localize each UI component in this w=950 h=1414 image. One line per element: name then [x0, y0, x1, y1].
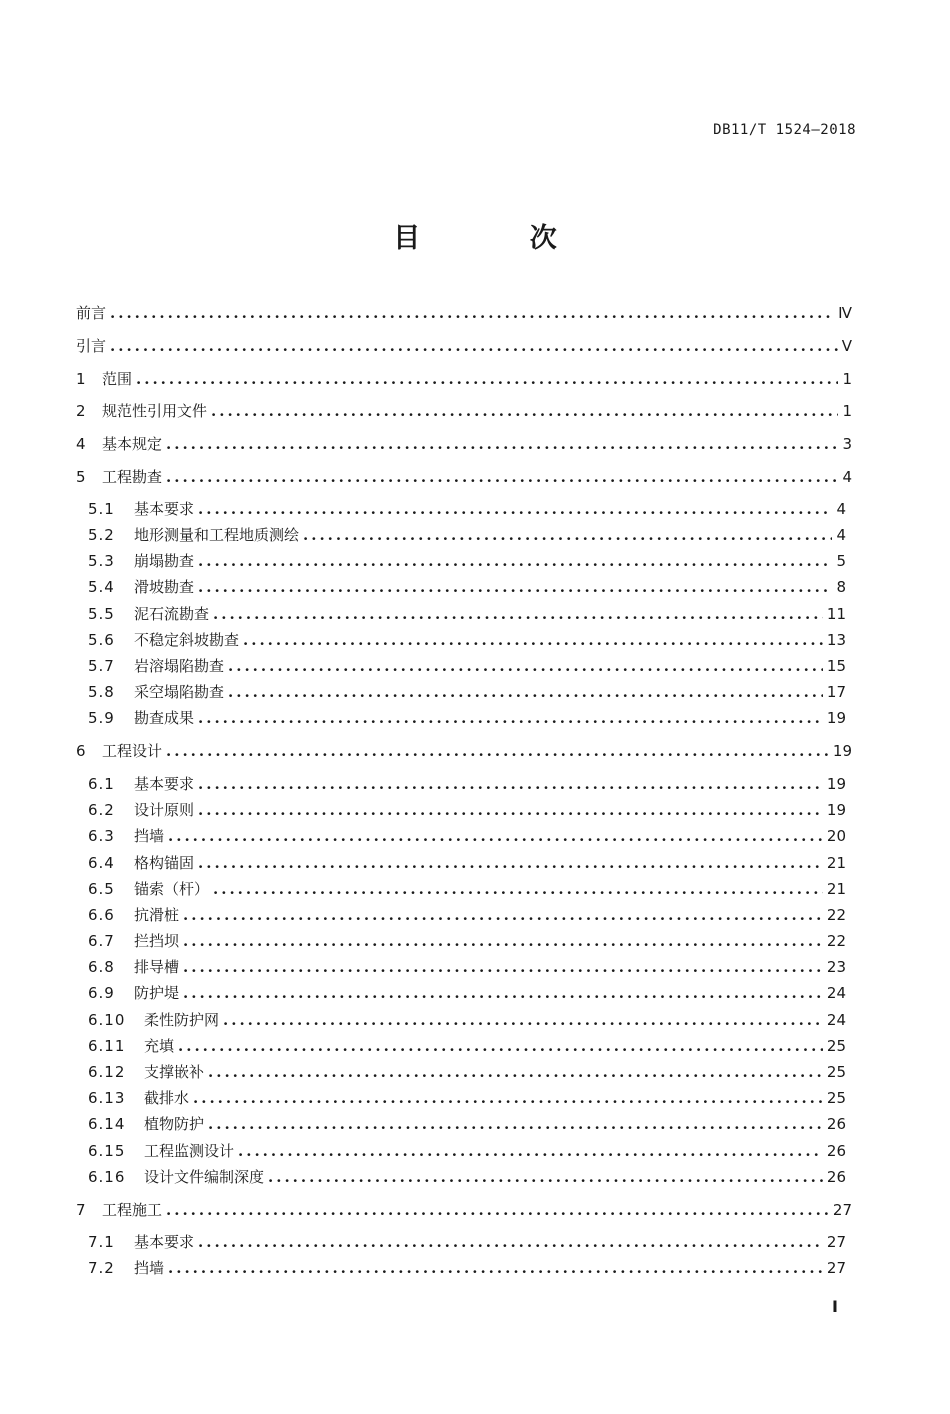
dot-leader — [136, 368, 838, 390]
toc-entry-page: 19 — [826, 801, 846, 819]
toc-entry-number: 6.2 — [88, 801, 115, 819]
dot-leader — [198, 799, 823, 821]
dot-leader — [213, 878, 823, 900]
toc-entry-section-7-1[interactable] — [88, 1231, 846, 1253]
toc-entry-page: 27 — [832, 1201, 852, 1219]
toc-entry-label: 基本要求 — [134, 500, 195, 518]
toc-entry-page: Ⅴ — [841, 337, 852, 355]
toc-entry-number: 6.7 — [88, 932, 115, 950]
toc-entry-number: 7.1 — [88, 1233, 115, 1251]
toc-entry-section-6-3[interactable] — [88, 825, 846, 847]
toc-entry-section-5-5[interactable] — [88, 603, 846, 625]
toc-entry-label: 基本规定 — [102, 435, 163, 453]
toc-entry-label: 截排水 — [144, 1089, 190, 1107]
toc-entry-number: 5.2 — [88, 526, 115, 544]
toc-entry-label: 引言 — [76, 337, 107, 355]
toc-entry-number: 5.3 — [88, 552, 115, 570]
toc-entry-label: 基本要求 — [134, 775, 195, 793]
dot-leader — [178, 1035, 823, 1057]
toc-entry-label: 勘查成果 — [134, 709, 195, 727]
toc-entry-label: 锚索（杆） — [134, 880, 210, 898]
toc-entry-number: 5.7 — [88, 657, 115, 675]
dot-leader — [166, 433, 838, 455]
toc-entry-label: 岩溶塌陷勘查 — [134, 657, 225, 675]
toc-entry-page: 19 — [826, 709, 846, 727]
dot-leader — [110, 302, 834, 324]
toc-entry-chapter-1[interactable] — [76, 368, 852, 390]
toc-entry-section-5-3[interactable] — [88, 550, 846, 572]
toc-entry-label: 工程设计 — [102, 742, 163, 760]
toc-entry-number: 6.15 — [88, 1142, 126, 1160]
toc-entry-page: 25 — [826, 1089, 846, 1107]
toc-entry-label: 范围 — [102, 370, 133, 388]
toc-entry-label: 挡墙 — [134, 1259, 165, 1277]
toc-entry-number: 7.2 — [88, 1259, 115, 1277]
toc-entry-page: 5 — [836, 552, 846, 570]
toc-entry-label: 工程施工 — [102, 1201, 163, 1219]
toc-entry-number: 1 — [76, 370, 86, 388]
toc-entry-section-6-8[interactable] — [88, 956, 846, 978]
toc-entry-page: 24 — [826, 984, 846, 1002]
toc-entry-number: 7 — [76, 1201, 86, 1219]
toc-entry-number: 6.1 — [88, 775, 115, 793]
toc-entry-page: 3 — [842, 435, 852, 453]
dot-leader — [110, 335, 838, 357]
dot-leader — [208, 1061, 823, 1083]
toc-entry-page: 8 — [836, 578, 846, 596]
toc-entry-section-5-1[interactable] — [88, 498, 846, 520]
toc-entry-label: 格构锚固 — [134, 854, 195, 872]
toc-entry-chapter-7[interactable] — [76, 1199, 852, 1221]
dot-leader — [198, 550, 832, 572]
toc-entry-page: 4 — [836, 500, 846, 518]
dot-leader — [223, 1009, 823, 1031]
toc-entry-label: 滑坡勘查 — [134, 578, 195, 596]
toc-entry-section-6-15[interactable] — [88, 1140, 846, 1162]
dot-leader — [183, 904, 823, 926]
toc-entry-page: 19 — [832, 742, 852, 760]
toc-entry-section-6-5[interactable] — [88, 878, 846, 900]
dot-leader — [208, 1113, 823, 1135]
toc-entry-page: 21 — [826, 854, 846, 872]
dot-leader — [193, 1087, 823, 1109]
toc-entry-page: 26 — [826, 1142, 846, 1160]
toc-entry-page: 26 — [826, 1115, 846, 1133]
toc-entry-section-6-1[interactable] — [88, 773, 846, 795]
dot-leader — [183, 930, 823, 952]
toc-entry-page: 13 — [826, 631, 846, 649]
toc-entry-label: 设计文件编制深度 — [144, 1168, 265, 1186]
toc-entry-intro[interactable] — [76, 335, 852, 357]
toc-entry-label: 地形测量和工程地质测绘 — [134, 526, 300, 544]
toc-entry-chapter-4[interactable] — [76, 433, 852, 455]
toc-entry-number: 6.13 — [88, 1089, 126, 1107]
toc-entry-number: 6.4 — [88, 854, 115, 872]
toc-entry-number: 6.11 — [88, 1037, 126, 1055]
toc-entry-page: 4 — [836, 526, 846, 544]
toc-entry-section-6-4[interactable] — [88, 852, 846, 874]
toc-entry-section-6-9[interactable] — [88, 982, 846, 1004]
toc-entry-number: 6.5 — [88, 880, 115, 898]
dot-leader — [198, 707, 823, 729]
toc-entry-number: 6.3 — [88, 827, 115, 845]
toc-entry-number: 6 — [76, 742, 86, 760]
toc-entry-label: 抗滑桩 — [134, 906, 180, 924]
toc-entry-page: 22 — [826, 932, 846, 950]
toc-entry-section-6-16[interactable] — [88, 1166, 846, 1188]
toc-entry-label: 前言 — [76, 304, 107, 322]
toc-entry-label: 工程监测设计 — [144, 1142, 235, 1160]
toc-entry-page: 15 — [826, 657, 846, 675]
page-title: 目 次 — [393, 223, 607, 254]
toc-entry-label: 设计原则 — [134, 801, 195, 819]
toc-entry-label: 排导槽 — [134, 958, 180, 976]
toc-entry-chapter-2[interactable] — [76, 400, 852, 422]
toc-entry-page: 4 — [842, 468, 852, 486]
toc-entry-label: 采空塌陷勘查 — [134, 683, 225, 701]
toc-entry-page: 23 — [826, 958, 846, 976]
dot-leader — [238, 1140, 823, 1162]
toc-entry-page: 27 — [826, 1259, 846, 1277]
toc-entry-chapter-6[interactable] — [76, 740, 852, 762]
toc-entry-number: 5.5 — [88, 605, 115, 623]
dot-leader — [228, 655, 823, 677]
toc-entry-page: Ⅳ — [838, 304, 852, 322]
toc-entry-label: 柔性防护网 — [144, 1011, 220, 1029]
toc-entry-section-6-11[interactable] — [88, 1035, 846, 1057]
toc-entry-section-5-4[interactable] — [88, 576, 846, 598]
toc-entry-label: 充填 — [144, 1037, 175, 1055]
toc-entry-page: 24 — [826, 1011, 846, 1029]
toc-entry-label: 防护堤 — [134, 984, 180, 1002]
dot-leader — [168, 825, 823, 847]
toc-entry-number: 5.9 — [88, 709, 115, 727]
toc-entry-page: 22 — [826, 906, 846, 924]
dot-leader — [166, 466, 838, 488]
dot-leader — [198, 852, 823, 874]
toc-entry-label: 崩塌勘查 — [134, 552, 195, 570]
toc-entry-label: 挡墙 — [134, 827, 165, 845]
toc-entry-section-6-2[interactable] — [88, 799, 846, 821]
toc-entry-section-5-9[interactable] — [88, 707, 846, 729]
dot-leader — [198, 498, 832, 520]
toc-entry-page: 25 — [826, 1037, 846, 1055]
toc-entry-page: 1 — [842, 370, 852, 388]
dot-leader — [183, 982, 823, 1004]
toc-entry-page: 21 — [826, 880, 846, 898]
toc-entry-page: 19 — [826, 775, 846, 793]
toc-entry-number: 6.12 — [88, 1063, 126, 1081]
toc-entry-page: 11 — [826, 605, 846, 623]
dot-leader — [198, 1231, 823, 1253]
page-number: Ⅰ — [832, 1297, 838, 1316]
toc-entry-page: 27 — [826, 1233, 846, 1251]
toc-entry-number: 6.8 — [88, 958, 115, 976]
toc-entry-label: 规范性引用文件 — [102, 402, 208, 420]
dot-leader — [198, 773, 823, 795]
toc-entry-page: 26 — [826, 1168, 846, 1186]
dot-leader — [183, 956, 823, 978]
toc-entry-number: 6.9 — [88, 984, 115, 1002]
toc-entry-preface[interactable] — [76, 302, 852, 324]
toc-entry-section-6-6[interactable] — [88, 904, 846, 926]
toc-entry-section-5-2[interactable] — [88, 524, 846, 546]
toc-entry-number: 5.1 — [88, 500, 115, 518]
toc-entry-section-6-12[interactable] — [88, 1061, 846, 1083]
document-code: DB11/T 1524—2018 — [713, 122, 856, 138]
dot-leader — [166, 740, 829, 762]
toc-entry-number: 5.8 — [88, 683, 115, 701]
toc-entry-number: 6.16 — [88, 1168, 126, 1186]
toc-entry-label: 拦挡坝 — [134, 932, 180, 950]
toc-entry-section-6-10[interactable] — [88, 1009, 846, 1031]
toc-entry-page: 25 — [826, 1063, 846, 1081]
toc-entry-label: 植物防护 — [144, 1115, 205, 1133]
dot-leader — [268, 1166, 823, 1188]
toc-entry-page: 17 — [826, 683, 846, 701]
toc-entry-label: 工程勘查 — [102, 468, 163, 486]
toc-entry-section-5-7[interactable] — [88, 655, 846, 677]
toc-entry-section-5-6[interactable] — [88, 629, 846, 651]
dot-leader — [168, 1257, 823, 1279]
toc-entry-number: 6.6 — [88, 906, 115, 924]
dot-leader — [243, 629, 823, 651]
toc-entry-section-6-14[interactable] — [88, 1113, 846, 1135]
toc-entry-section-7-2[interactable] — [88, 1257, 846, 1279]
dot-leader — [228, 681, 823, 703]
dot-leader — [166, 1199, 829, 1221]
dot-leader — [211, 400, 838, 422]
toc-entry-number: 5.6 — [88, 631, 115, 649]
toc-entry-page: 1 — [842, 402, 852, 420]
toc-entry-section-5-8[interactable] — [88, 681, 846, 703]
toc-entry-section-6-13[interactable] — [88, 1087, 846, 1109]
dot-leader — [213, 603, 823, 625]
toc-entry-label: 支撑嵌补 — [144, 1063, 205, 1081]
toc-entry-chapter-5[interactable] — [76, 466, 852, 488]
toc-entry-label: 泥石流勘查 — [134, 605, 210, 623]
toc-entry-number: 4 — [76, 435, 86, 453]
toc-entry-number: 2 — [76, 402, 86, 420]
toc-entry-number: 5.4 — [88, 578, 115, 596]
toc-entry-number: 5 — [76, 468, 86, 486]
dot-leader — [303, 524, 832, 546]
toc-entry-number: 6.14 — [88, 1115, 126, 1133]
toc-entry-page: 20 — [826, 827, 846, 845]
toc-entry-section-6-7[interactable] — [88, 930, 846, 952]
toc-entry-number: 6.10 — [88, 1011, 126, 1029]
dot-leader — [198, 576, 832, 598]
toc-entry-label: 不稳定斜坡勘查 — [134, 631, 240, 649]
toc-entry-label: 基本要求 — [134, 1233, 195, 1251]
